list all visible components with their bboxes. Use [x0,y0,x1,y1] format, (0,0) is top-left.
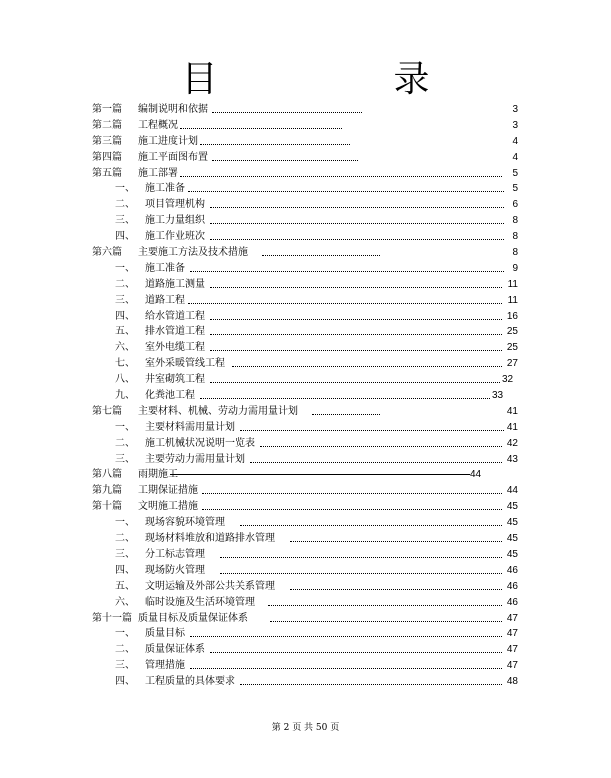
toc-entry [0,611,611,627]
toc-entry [0,515,611,531]
toc-entry-title: 给水管道工程 [145,310,205,322]
toc-entry-number: 第三篇 [92,135,122,147]
toc-entry-number: 四、 [115,564,135,576]
toc-leader [290,589,502,590]
toc-entry [0,261,611,277]
toc-entry-number: 一、 [115,517,135,529]
toc-entry-title: 质量目标 [145,628,185,640]
toc-entry [0,436,611,452]
toc-page-number: 8 [512,247,518,259]
toc-entry-title: 化粪池工程 [145,390,195,402]
toc-entry-number: 三、 [115,294,135,306]
toc-leader [202,493,502,494]
toc-entry [0,309,611,325]
toc-page-number: 16 [506,310,518,322]
toc-entry-number: 二、 [115,437,135,449]
toc-page-number: 4 [512,135,518,147]
toc-entry-number: 二、 [115,278,135,290]
toc-entry [0,229,611,245]
toc-entry-title: 排水管道工程 [145,326,205,338]
toc-entry [0,197,611,213]
toc-leader [170,474,470,475]
toc-page-number: 44 [470,469,482,481]
toc-entry-number: 二、 [115,644,135,656]
toc-page-number: 32 [502,374,514,386]
toc-leader [180,176,502,177]
toc-entry-number: 第四篇 [92,151,122,163]
toc-page-number: 33 [492,390,504,402]
toc-leader [202,509,502,510]
toc-entry-number: 三、 [115,548,135,560]
toc-page-number: 41 [506,405,518,417]
toc-page-number: 47 [506,612,518,624]
toc-entry [0,579,611,595]
toc-leader [240,684,502,685]
toc-entry [0,420,611,436]
toc-leader [312,414,380,415]
toc-page-number: 46 [506,580,518,592]
toc-leader [210,350,502,351]
toc-entry-title: 文明运输及外部公共关系管理 [145,580,275,592]
toc-entry-number: 四、 [115,231,135,243]
toc-page-number: 25 [506,342,518,354]
toc-page-number: 47 [506,660,518,672]
toc-entry-title: 质量保证体系 [145,644,205,656]
toc-entry [0,102,611,118]
toc-leader [290,541,502,542]
toc-entry-number: 第二篇 [92,119,122,131]
toc-entry-title: 施工准备 [145,262,185,274]
toc-entry [0,166,611,182]
toc-entry-number: 第七篇 [92,405,122,417]
toc-entry [0,467,611,483]
toc-entry-title: 现场材料堆放和道路排水管理 [145,533,275,545]
toc-page-number: 25 [506,326,518,338]
toc-entry-title: 雨期施工 [138,469,178,481]
toc-page-number: 45 [506,517,518,529]
toc-entry-number: 三、 [115,660,135,672]
toc-leader [188,191,504,192]
toc-entry [0,356,611,372]
toc-entry-title: 施工进度计划 [138,135,198,147]
toc-entry [0,150,611,166]
toc-entry [0,404,611,420]
toc-entry [0,134,611,150]
toc-entry-title: 工程概况 [138,119,178,131]
toc-entry-title: 井室砌筑工程 [145,374,205,386]
toc-entry-title: 编制说明和依据 [138,104,208,115]
toc-page-number: 44 [506,485,518,497]
toc-entry-number: 第六篇 [92,247,122,259]
toc-page-number: 41 [506,421,518,433]
toc-entry-title: 施工准备 [145,183,185,195]
toc-entry [0,531,611,547]
toc-leader [232,366,502,367]
toc-page-number: 48 [506,676,518,688]
toc-page-number: 47 [506,628,518,640]
page-footer: 第 2 页 共 50 页 [271,723,340,733]
toc-entry-number: 三、 [115,215,135,227]
toc-page-number: 5 [512,183,518,195]
toc-entry-number: 四、 [115,676,135,688]
toc-entry-number: 一、 [115,262,135,274]
toc-entry-number: 四、 [115,310,135,322]
toc-entry-title: 施工力量组织 [145,215,205,227]
toc-entry-number: 第十一篇 [92,612,132,624]
toc-entry [0,293,611,309]
toc-entry [0,499,611,515]
toc-entry-title: 施工部署 [138,167,178,179]
toc-entry [0,372,611,388]
toc-entry [0,340,611,356]
toc-entry [0,181,611,197]
toc-entry [0,563,611,579]
toc-leader [212,160,358,161]
toc-leader [210,287,502,288]
toc-entry-number: 二、 [115,533,135,545]
toc-entry [0,324,611,340]
toc-entry [0,245,611,261]
toc-entry-title: 现场容貌环境管理 [145,517,225,529]
toc-entry-number: 五、 [115,326,135,338]
toc-leader [210,382,500,383]
toc-entry [0,642,611,658]
toc-entry-title: 主要材料需用量计划 [145,421,235,433]
toc-page-number: 3 [512,119,518,131]
toc-entry-title: 管理措施 [145,660,185,672]
toc-entry [0,277,611,293]
toc-leader [190,668,502,669]
toc-entry [0,595,611,611]
toc-entry-title: 工程质量的具体要求 [145,676,235,688]
toc-page-number: 45 [506,548,518,560]
toc-entry-title: 施工机械状况说明一览表 [145,437,255,449]
toc-leader [262,255,380,256]
toc-leader [180,128,342,129]
toc-entry-number: 三、 [115,453,135,465]
toc-page-number: 11 [507,294,518,306]
toc-entry-number: 一、 [115,183,135,195]
toc-leader [240,430,504,431]
toc-leader [210,239,504,240]
toc-leader [270,621,502,622]
toc-entry-title: 室外采暖管线工程 [145,358,225,370]
toc-entry-number: 一、 [115,421,135,433]
toc-page-number: 27 [506,358,518,370]
toc-entry-number: 八、 [115,374,135,386]
toc-page-number: 45 [506,501,518,513]
toc-entry-number: 六、 [115,342,135,354]
toc-entry-number: 六、 [115,596,135,608]
toc-entry [0,213,611,229]
toc-page-number: 8 [512,215,518,227]
toc-leader [210,319,502,320]
toc-entry [0,388,611,404]
toc-page-number: 4 [512,151,518,163]
toc-entry [0,452,611,468]
toc-leader [188,303,502,304]
toc-leader [210,652,502,653]
toc-leader [260,446,502,447]
toc-entry-title: 文明施工措施 [138,501,198,513]
toc-entry-title: 道路工程 [145,294,185,306]
toc-entry-title: 质量目标及质量保证体系 [138,612,248,624]
toc-page-number: 45 [506,533,518,545]
toc-entry-title: 施工作业班次 [145,231,205,243]
toc-page-number: 47 [506,644,518,656]
toc-entry [0,118,611,134]
toc-entry-number: 第一篇 [92,104,122,115]
toc-leader [200,398,490,399]
toc-entry-title: 主要劳动力需用量计划 [145,453,245,465]
toc-page-number: 46 [506,596,518,608]
toc-entry-title: 临时设施及生活环境管理 [145,596,255,608]
toc-leader [190,636,502,637]
toc-entry-title: 现场防火管理 [145,564,205,576]
toc-entry-title: 分工标志管理 [145,548,205,560]
toc-leader [210,223,504,224]
toc-entry-number: 第九篇 [92,485,122,497]
toc-entry-number: 一、 [115,628,135,640]
toc-leader [212,112,362,113]
toc-entry-number: 第八篇 [92,469,122,481]
toc-entry-title: 工期保证措施 [138,485,198,497]
toc-entry-title: 主要施工方法及技术措施 [138,247,248,259]
toc-leader [200,144,350,145]
toc-leader [250,462,502,463]
toc-entry-title: 项目管理机构 [145,199,205,211]
toc-leader [220,557,502,558]
toc-page-number: 3 [512,104,518,115]
toc-entry [0,658,611,674]
toc-entry-number: 第五篇 [92,167,122,179]
toc-leader [210,207,504,208]
toc-page-number: 46 [506,564,518,576]
toc-entry-title: 道路施工测量 [145,278,205,290]
toc-entry-number: 第十篇 [92,501,122,513]
toc-leader [220,573,502,574]
toc-entry-title: 施工平面图布置 [138,151,208,163]
toc-page-number: 6 [512,199,518,211]
toc-page-number: 9 [512,262,518,274]
toc-entry-number: 五、 [115,580,135,592]
toc-page-number: 42 [506,437,518,449]
page-title: 目 录 [181,59,500,100]
toc-entry [0,483,611,499]
toc-entry-number: 九、 [115,390,135,402]
toc-leader [190,271,504,272]
toc-entry [0,674,611,690]
toc-page-number: 8 [512,231,518,243]
toc-leader [210,334,502,335]
toc-page-number: 43 [506,453,518,465]
toc-entry-number: 七、 [115,358,135,370]
toc-entry-title: 室外电缆工程 [145,342,205,354]
toc-page-number: 11 [507,278,518,290]
toc-entry-title: 主要材料、机械、劳动力需用量计划 [138,405,298,417]
table-of-contents [0,102,611,690]
toc-leader [240,525,502,526]
toc-entry [0,547,611,563]
toc-entry-number: 二、 [115,199,135,211]
toc-entry [0,626,611,642]
toc-page-number: 5 [512,167,518,179]
toc-leader [268,605,502,606]
